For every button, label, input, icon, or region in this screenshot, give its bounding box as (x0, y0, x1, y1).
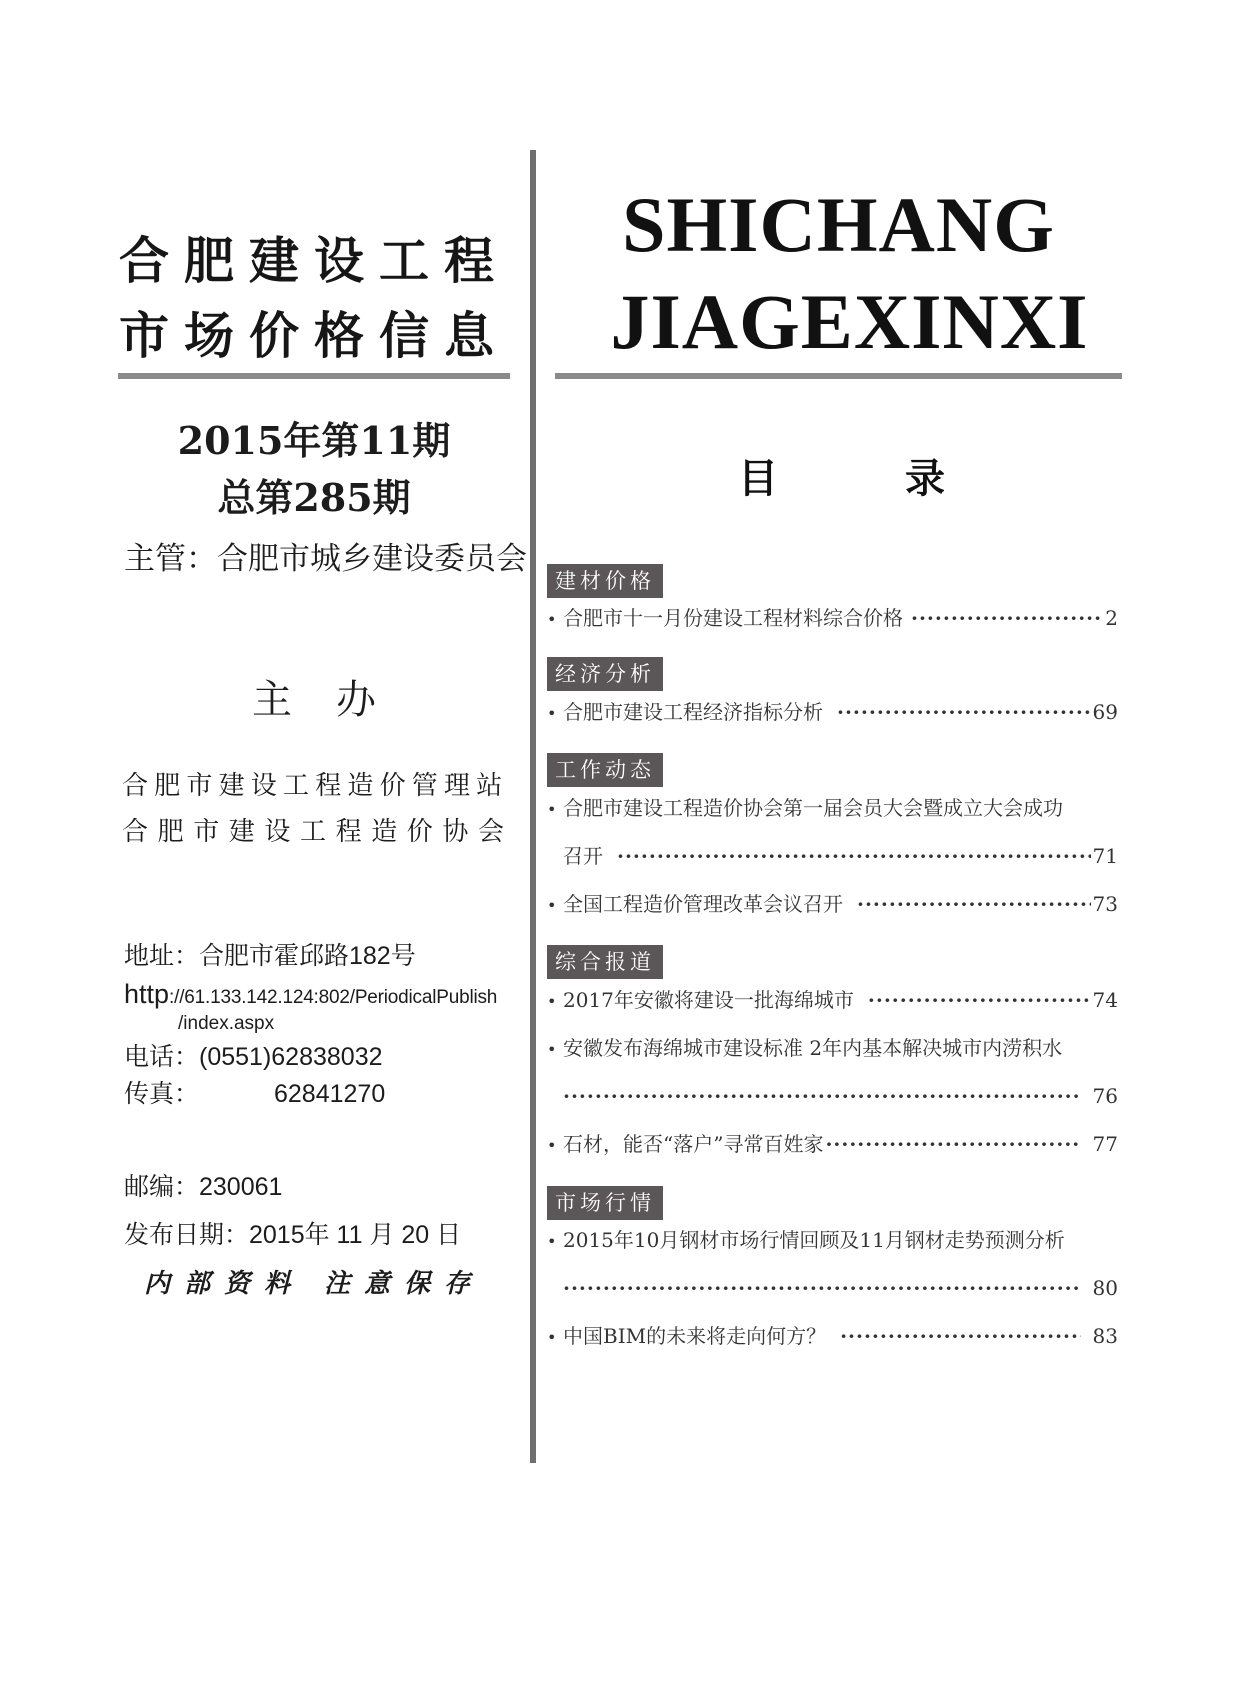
host-heading-char-1: 主 (252, 677, 292, 723)
internal-notice (118, 1271, 510, 1297)
website-url-continued[interactable]: /index.aspx (178, 1013, 275, 1034)
chinese-title-line2: 市场价格信息 (119, 307, 509, 365)
dot-leader (857, 889, 1091, 919)
internal-notice-part1: 内部资料 (143, 1269, 304, 1299)
toc-entry-title: 合肥市建设工程经济指标分析 (563, 700, 823, 724)
supervisor-line: 主管：合肥市城乡建设委员会 (124, 541, 527, 577)
toc-entry-title: 石材，能否“落户”寻常百姓家 (563, 1132, 824, 1156)
organization-cost-association: 合肥市建设工程造价协会 (122, 817, 514, 847)
bullet-icon: • (547, 992, 557, 1011)
dot-leader (825, 1129, 1080, 1159)
chinese-title-line1: 合肥建设工程 (119, 232, 509, 290)
bullet-icon: • (547, 1328, 557, 1347)
dot-leader (563, 1081, 1081, 1111)
toc-entry-page: 83 (1092, 1324, 1118, 1348)
organization-cost-management-station: 合肥市建设工程造价管理站 (122, 771, 509, 801)
bullet-icon: • (547, 704, 557, 723)
right-title-rule (555, 373, 1122, 379)
toc-entry[interactable] (547, 1321, 1118, 1351)
pinyin-title-line1: SHICHANG (622, 181, 1055, 268)
toc-entry[interactable] (547, 697, 1118, 727)
toc-entry-title: 全国工程造价管理改革会议召开 (563, 892, 843, 916)
url-rest: ://61.133.142.124:802/PeriodicalPublish (169, 987, 498, 1008)
toc-entry-page: 74 (1092, 988, 1118, 1012)
toc-entry[interactable] (547, 793, 1118, 823)
bullet-icon: • (547, 800, 557, 819)
pinyin-title-line2: JIAGEXINXI (610, 278, 1089, 365)
cumulative-issue-number: 总第285期 (217, 475, 411, 520)
toc-heading-char-1: 目 (738, 456, 778, 502)
bullet-icon: • (547, 1040, 557, 1059)
fax-line (124, 1080, 386, 1108)
toc-entry-title-continued: 召开 (563, 844, 603, 868)
dot-leader (868, 985, 1091, 1015)
bullet-icon: • (547, 896, 557, 915)
toc-entry-title: 合肥市建设工程造价协会第一届会员大会暨成立大会成功 (563, 796, 1063, 820)
toc-entry-page: 69 (1092, 700, 1118, 724)
fax-label: 传真： (124, 1080, 200, 1108)
toc-entry-page: 80 (1092, 1276, 1118, 1300)
phone-number: 电话：(0551)62838032 (124, 1043, 383, 1071)
section-label-economic-analysis: 经济分析 (547, 657, 663, 691)
bullet-icon: • (547, 1136, 557, 1155)
bullet-icon: • (547, 610, 557, 629)
host-heading (118, 677, 510, 723)
toc-entry[interactable] (547, 1225, 1118, 1255)
toc-entry-title: 安徽发布海绵城市建设标准 2年内基本解决城市内涝积水 (563, 1036, 1063, 1060)
toc-entry[interactable] (547, 603, 1118, 633)
toc-entry[interactable] (547, 889, 1118, 919)
toc-entry-continuation[interactable] (547, 1273, 1118, 1303)
toc-entry-page: 77 (1092, 1132, 1118, 1156)
publish-date: 发布日期：2015年 11 月 20 日 (124, 1221, 462, 1249)
toc-entry-title: 合肥市十一月份建设工程材料综合价格 (563, 606, 903, 630)
toc-entry-continuation[interactable] (547, 841, 1118, 871)
toc-entry-title: 2015年10月钢材市场行情回顾及11月钢材走势预测分析 (563, 1228, 1065, 1252)
bullet-icon: • (547, 1232, 557, 1251)
toc-entry-title: 2017年安徽将建设一批海绵城市 (563, 988, 854, 1012)
toc-entry-title: 中国BIM的未来将走向何方？ (563, 1324, 827, 1348)
section-label-market-trends: 市场行情 (547, 1186, 663, 1220)
section-label-work-news: 工作动态 (547, 753, 663, 787)
toc-heading-char-2: 录 (905, 456, 945, 502)
toc-entry[interactable] (547, 985, 1118, 1015)
column-divider (530, 150, 536, 1463)
dot-leader (563, 1273, 1081, 1303)
left-title-rule (118, 373, 510, 379)
url-prefix: http (124, 979, 170, 1009)
internal-notice-part2: 注意保存 (324, 1269, 485, 1299)
toc-entry-page: 71 (1092, 844, 1118, 868)
dot-leader (617, 841, 1091, 871)
postcode: 邮编：230061 (124, 1173, 283, 1201)
issue-number: 2015年第11期 (177, 418, 451, 463)
dot-leader (840, 1321, 1080, 1351)
toc-entry[interactable] (547, 1033, 1118, 1063)
toc-entry[interactable] (547, 1129, 1118, 1159)
toc-entry-page: 73 (1092, 892, 1118, 916)
website-url[interactable] (124, 981, 497, 1008)
address: 地址：合肥市霍邱路182号 (124, 942, 416, 970)
dot-leader (837, 697, 1091, 727)
section-label-building-materials: 建材价格 (547, 564, 663, 598)
toc-entry-page: 76 (1092, 1084, 1118, 1108)
toc-entry-page: 2 (1105, 606, 1118, 630)
fax-number: 62841270 (274, 1080, 386, 1108)
host-heading-char-2: 办 (336, 677, 376, 723)
dot-leader (911, 603, 1103, 633)
toc-entry-continuation[interactable] (547, 1081, 1118, 1111)
section-label-general-reports: 综合报道 (547, 945, 663, 979)
